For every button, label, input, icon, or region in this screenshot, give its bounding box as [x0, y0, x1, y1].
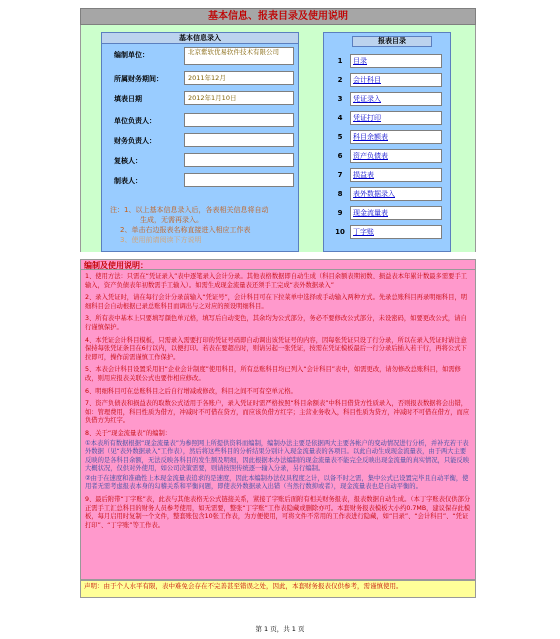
report-item	[332, 91, 444, 107]
report-link-t-account[interactable]: 丁字账	[350, 225, 442, 239]
reviewer-field[interactable]	[184, 153, 294, 167]
unit-head-field[interactable]	[184, 113, 294, 127]
report-item	[332, 53, 444, 69]
report-link-offsheet-entry[interactable]: 表外数据录入	[350, 187, 442, 201]
instruction-paragraph: 9、最后附带“丁字账”表，此表与其他表格无公式链接关系，紧接了字账后面附有相关财务报表，报表数据自动生成。（本丁字账表仅供部分正需手工汇总科目的财务人员参考使用，如无需要，整张“丁字账”工作表隐藏或删除亦可。本套财务报表模板大小约0.7MB，建议保存此模板，每月启用时复制一个文件，整套账包含10张工作表，为方便使用，可将文件不常用的工作表进行隐藏，如“目录”、“会计科目”、“凭证打印”、“丁字账”等工作表。	[85, 496, 471, 529]
note-3: 3、使用前请阅读下方说明	[120, 236, 202, 244]
instruction-paragraph: 4、本凭证会计科目模板，只需录入需要打印的凭证号码即自动调出该凭证号的内容，因每张凭证只设了行分录，所以在录入凭证时请注意保持每张凭证条目在6行以内，以便打印。若表在要超出时，则请另起一张凭证，按需在凭证模板最后一行分录后插入若干行，再将公式下拉即可，操作前需谨慎工作保护。	[85, 336, 467, 361]
company-field[interactable]: 北京紫软优易软件技术有限公司	[184, 47, 294, 65]
instruction-paragraph: 5、本表会计科目设置采用旧“企业会计制度”使用科目，所有总账科目均已列入“会计科目”表中，如需更改，请勿修改总账科目，如需修改，则用应报表关联公式也要作相应修改。	[85, 366, 461, 382]
report-num: 1	[337, 57, 343, 65]
report-link-balance-sheet[interactable]: 资产负债表	[350, 149, 442, 163]
report-item	[332, 224, 444, 240]
report-link-balance-sheet-accounts[interactable]: 科目余额表	[350, 130, 442, 144]
report-link-accounts[interactable]: 会计科目	[350, 73, 442, 87]
unit-head-label: 单位负责人：	[114, 117, 156, 125]
report-item	[332, 129, 444, 145]
note-1: 注：1、以上基本信息录入后，各表相关信息将自动	[110, 206, 269, 214]
instructions-panel	[80, 270, 476, 580]
report-index-panel	[323, 32, 451, 252]
note-1-cont: 生成，无需再录入。	[140, 216, 203, 224]
report-link-voucher-print[interactable]: 凭证打印	[350, 111, 442, 125]
report-num: 10	[335, 228, 345, 236]
info-row-company	[102, 47, 300, 61]
company-label: 编制单位：	[114, 51, 149, 59]
report-item	[332, 110, 444, 126]
report-num: 7	[337, 171, 343, 179]
report-link-cash-flow[interactable]: 现金流量表	[350, 206, 442, 220]
report-item	[332, 167, 444, 183]
report-num: 4	[337, 114, 343, 122]
instruction-paragraph: 6、明细科目可在总账科目之后自行增减或修改，科目之间不可有空单元格。	[85, 387, 297, 395]
report-num: 8	[337, 190, 343, 198]
report-link-income-statement[interactable]: 损益表	[350, 168, 442, 182]
info-row-unit-head	[102, 113, 300, 127]
report-num: 2	[337, 76, 343, 84]
instruction-paragraph: 7、资产负债表和损益表的取数公式适用于各账户，录入凭证时需严格按照“科目余额表”中科目借贷方性质录入，否则报表数据将会出错，如：管理费用，科目性质为借方，冲减时不可借在贷方，而应该负借方红字；主营业务收入，科目性质为贷方，冲减时不可借在借方，而应负借方为红字。	[85, 400, 470, 425]
page-footer: 第 1 页，共 1 页	[255, 625, 305, 633]
info-row-date	[102, 91, 300, 105]
report-num: 6	[337, 152, 343, 160]
info-row-reviewer	[102, 153, 300, 167]
preparer-label: 制表人：	[114, 177, 142, 185]
instruction-paragraph: 1、使用方法：只需在“凭证录入”表中逐笔录入会计分录。其他表格数据即自动生成（科目余额表期初数、损益表本年累计数最多需要手工输入，资产负债表年初数需手工输入）。如需生成现金流量表还须手工完成“表外数据录入”	[85, 273, 468, 289]
date-field[interactable]: 2012年1月10日	[184, 91, 294, 105]
report-item	[332, 186, 444, 202]
finance-head-field[interactable]	[184, 133, 294, 147]
finance-head-label: 财务负责人：	[114, 137, 156, 145]
report-link-voucher-entry[interactable]: 凭证录入	[350, 92, 442, 106]
worksheet	[80, 8, 476, 598]
info-row-period	[102, 71, 300, 85]
instruction-paragraph: ①本表所有数据根据“现金流量表”为参照网上所提供资料而编制，编制办法主要是依据两大主要各帐户的变动情况进行分析，并补充若干表外数据（见“表外数据录入”工作表），然后将这些科目的分析结果分别计入现金流量表的各项目。以此自动生成现金流量表，由于两大主要反映的是各科目余额，无法反映各科目的发生额及明细，因此根据本办法编制的现金流量表不能完全反映出现金流量的真实情况，只能反映大概状况，仅供对外使用，如公司决策需要，则请按照传统逐一输入分录，另行编制。	[85, 439, 470, 473]
date-label: 填表日期	[114, 95, 142, 103]
period-field[interactable]: 2011年12月	[184, 71, 294, 85]
report-item	[332, 205, 444, 221]
report-item	[332, 148, 444, 164]
info-row-finance-head	[102, 133, 300, 147]
basic-info-header: 基本信息录入	[102, 33, 298, 44]
instruction-paragraph: ②由于在速度和准确性上本现金流量表追求的是速度，因此本编制办法仅具程度之计，以备不时之需，集中公式已设置完毕且自动平衡，使用者无需考虑报表本身的勾稽关系和平衡问题，即使表外数据录入出错（当然行数抑或者），现金流量表也是自动平衡的。	[85, 474, 469, 491]
instructions-title: 编制及使用说明：	[80, 259, 476, 270]
declaration: 声明：由于个人水平有限，表中难免会存在不完善甚至错误之处，因此，本套财务报表仅供参考，需谨慎使用。	[80, 580, 476, 598]
instruction-paragraph: 2、录入凭证时，请在每行会计分录前输入“凭证号”，会计科目可在下拉菜单中选择或手动输入两种方式。先录总账科目再录明细科目，明细科目会自动根据已录总账科目而调出与之对应的预设明细科目。	[85, 294, 468, 310]
report-num: 5	[337, 133, 343, 141]
report-index-header: 报表目录	[352, 36, 432, 47]
period-label: 所属财务期间：	[114, 75, 163, 83]
preparer-field[interactable]	[184, 173, 294, 187]
page-title: 基本信息、报表目录及使用说明	[80, 8, 476, 25]
reviewer-label: 复核人：	[114, 157, 142, 165]
instruction-paragraph: 8、关于“现金流量表”的编制：	[85, 429, 172, 437]
basic-info-panel	[101, 32, 299, 252]
report-num: 3	[337, 95, 343, 103]
note-2: 2、单击右边报表名称直接进入相应工作表	[120, 226, 251, 234]
info-notes	[110, 205, 296, 245]
instruction-paragraph: 3、所有表中基本上只要填写颜色单元格，填写后自动变色，其余均为公式部分，务必不要修改公式部分，未设密码，如要更改公式，请自行谨慎保护。	[85, 315, 467, 331]
info-row-preparer	[102, 173, 300, 187]
report-list	[332, 53, 444, 243]
report-num: 9	[337, 209, 343, 217]
report-link-index[interactable]: 目录	[350, 54, 442, 68]
report-item	[332, 72, 444, 88]
